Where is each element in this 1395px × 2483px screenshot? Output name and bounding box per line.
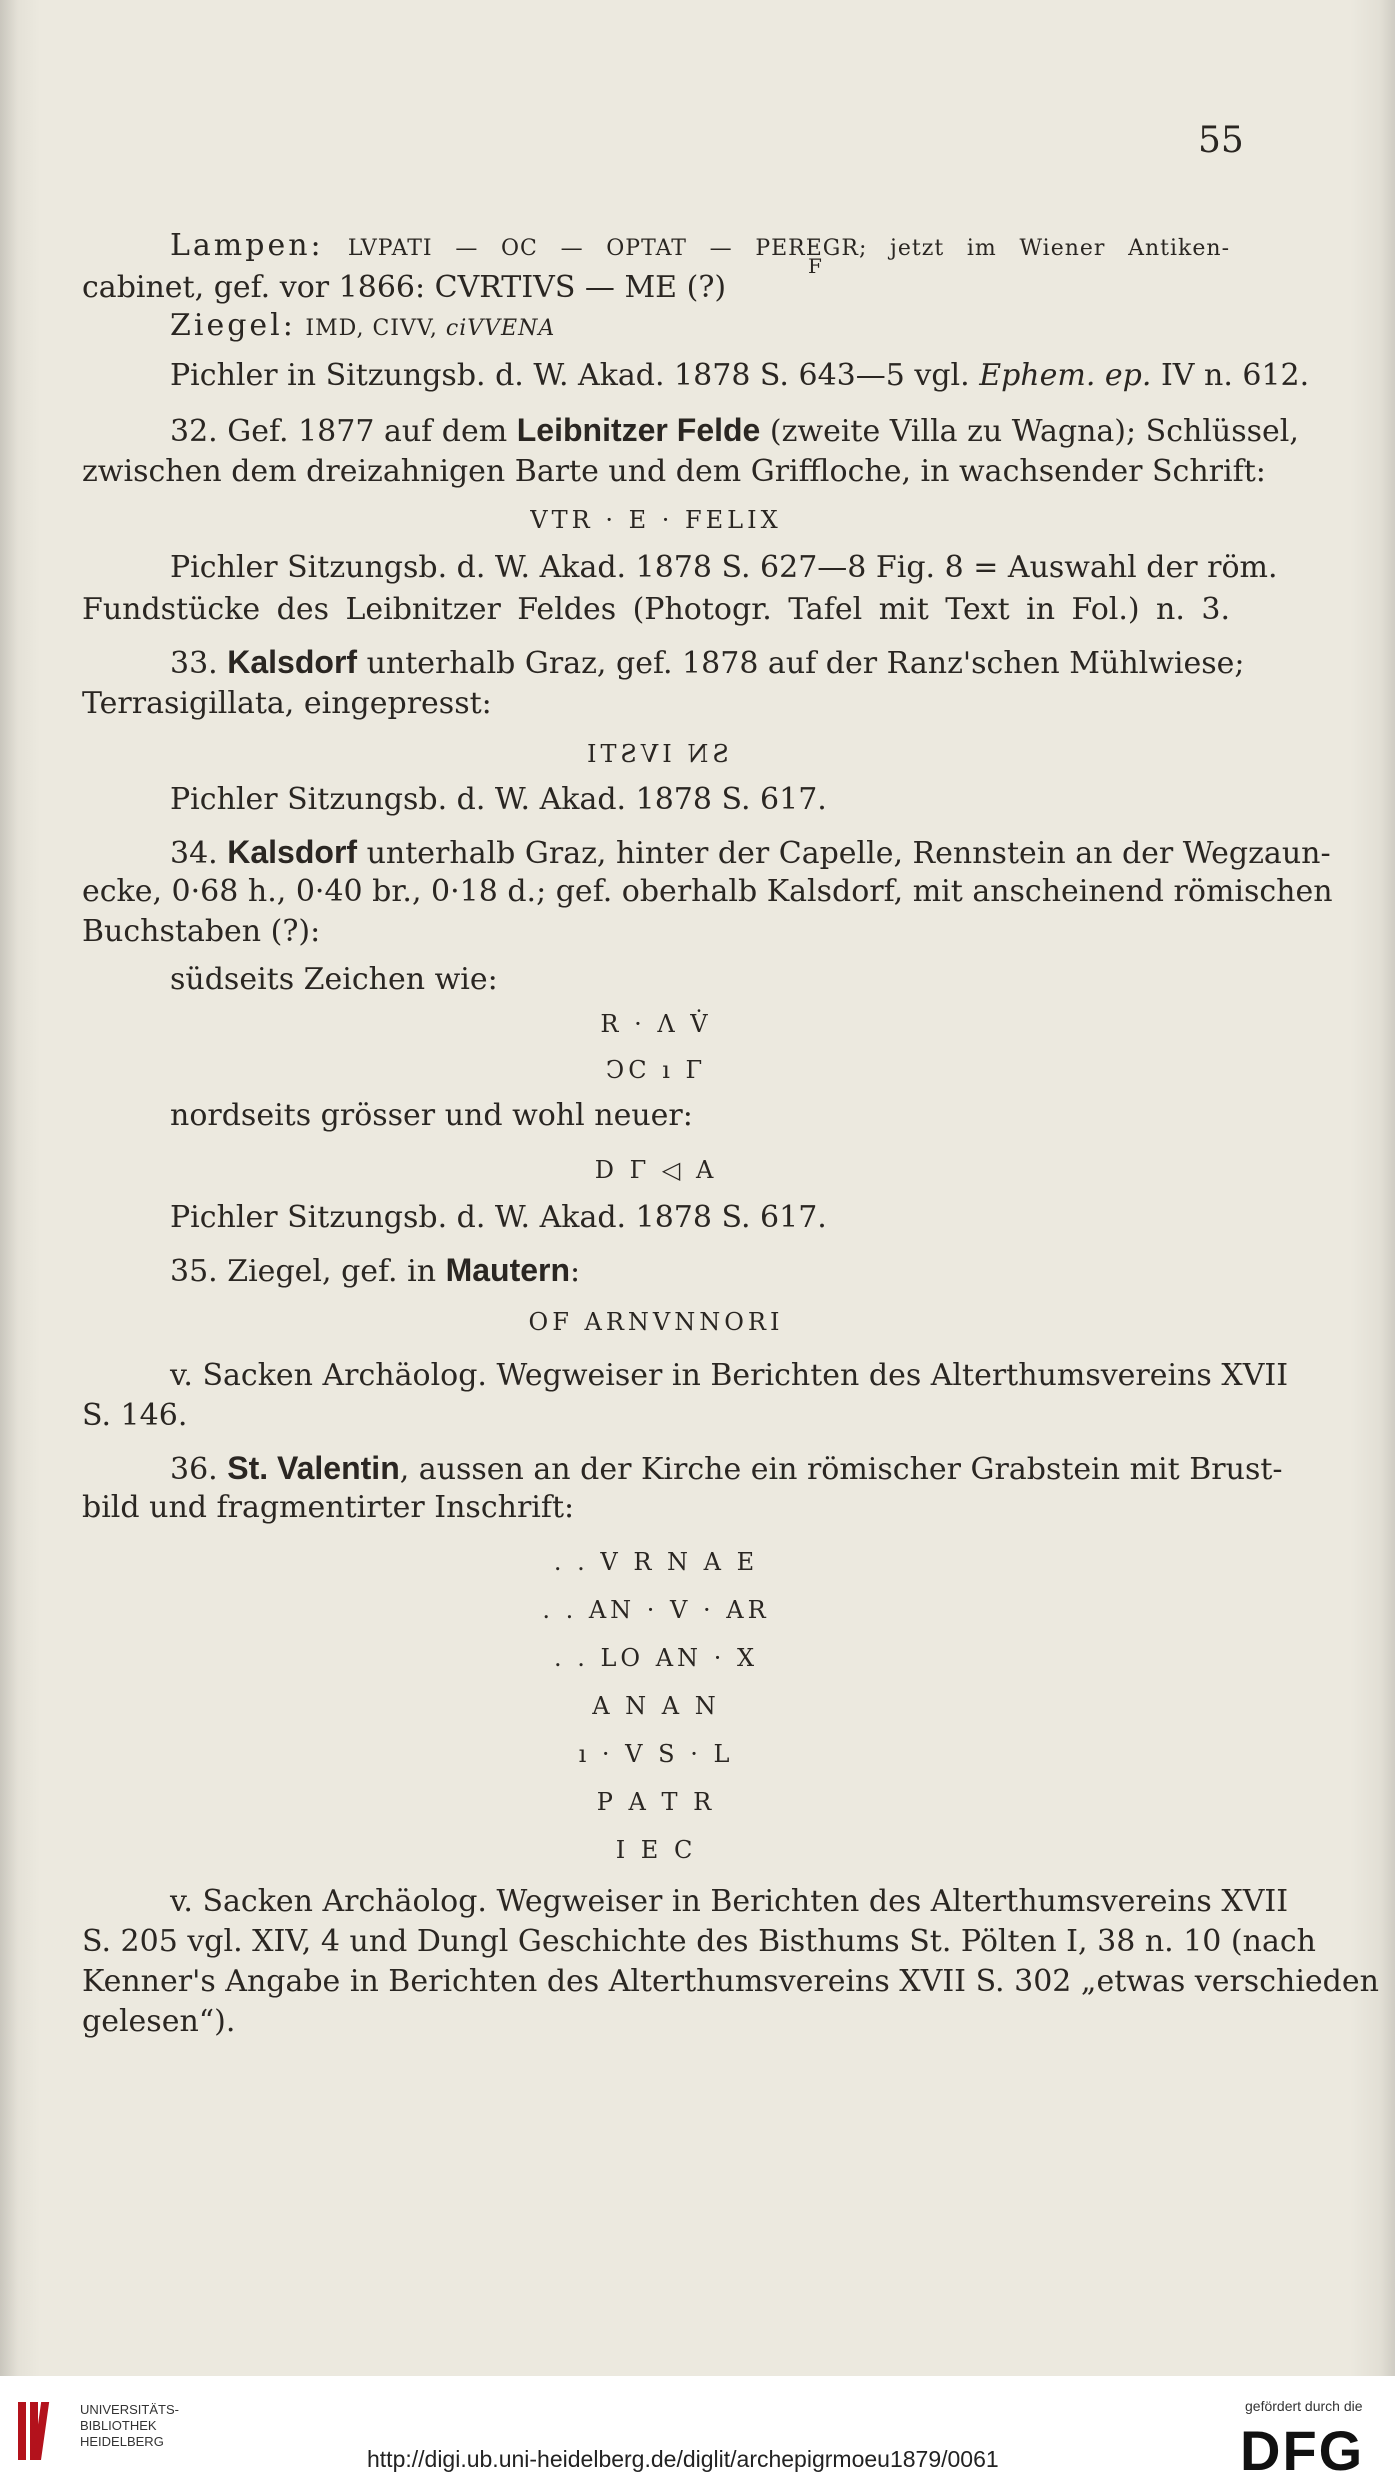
entry-35-line-1 bbox=[170, 1250, 1230, 1292]
entry-34-inscription-1: R · Λ V̇ bbox=[600, 1010, 712, 1038]
entry-34-text: unterhalb Graz, hinter der Capelle, Rennstein an der Wegzaun- bbox=[357, 836, 1331, 871]
lampen-text: LVPATI — OC — OPTAT — PEREGR; jetzt im Wiener Antiken- bbox=[347, 236, 1231, 261]
entry-35-place: Mautern bbox=[445, 1252, 571, 1288]
heidelberg-logo-icon bbox=[14, 2396, 64, 2466]
entry-33-place: Kalsdorf bbox=[227, 644, 358, 680]
page-number: 55 bbox=[1198, 120, 1244, 161]
entry-36-text: , aussen an der Kirche ein römischer Grabstein mit Brust- bbox=[399, 1452, 1283, 1487]
entry-35-text: 35. Ziegel, gef. in bbox=[170, 1254, 446, 1289]
lampen-line-2: cabinet, gef. vor 1866: CVRTIVS — ME (?) bbox=[82, 270, 727, 305]
lampen-line bbox=[170, 226, 1230, 269]
source-url-link[interactable]: http://digi.ub.uni-heidelberg.de/diglit/archepigrmoeu1879/0061 bbox=[367, 2446, 999, 2472]
entry-32-num: 32. Gef. 1877 auf dem bbox=[170, 414, 517, 449]
entry-34-line-2: ecke, 0·68 h., 0·40 br., 0·18 d.; gef. oberhalb Kalsdorf, mit anscheinend römischen bbox=[82, 874, 1333, 909]
entry-34-south: südseits Zeichen wie: bbox=[170, 962, 498, 997]
entry-36-ref-2: S. 205 vgl. XIV, 4 und Dungl Geschichte des Bisthums St. Pölten I, 38 n. 10 (nach bbox=[82, 1924, 1316, 1959]
entry-36-inscription-line: . . AN · V · AR bbox=[542, 1596, 770, 1624]
ziegel-label: Ziegel: bbox=[170, 308, 296, 343]
entry-36-ref-3: Kenner's Angabe in Berichten des Alterthumsvereins XVII S. 302 „etwas verschieden bbox=[82, 1964, 1379, 1999]
entry-32-line-1 bbox=[170, 410, 1299, 452]
pichler-ref-end: IV n. 612. bbox=[1151, 358, 1310, 393]
entry-32-ref-2: Fundstücke des Leibnitzer Feldes (Photogr. Tafel mit Text in Fol.) n. 3. bbox=[82, 592, 1230, 627]
entry-32-text: (zweite Villa zu Wagna); Schlüssel, bbox=[760, 414, 1299, 449]
entry-36-inscription-line: P A T R bbox=[596, 1788, 716, 1816]
entry-34-inscription-3: D Γ ◁ A bbox=[594, 1156, 718, 1184]
library-name-line: HEIDELBERG bbox=[80, 2434, 164, 2449]
entry-33-line-1 bbox=[170, 642, 1245, 684]
entry-35-inscription: OF ARNVNNORI bbox=[528, 1308, 784, 1336]
entry-36-inscription-line: ı · V S · L bbox=[578, 1740, 734, 1768]
entry-34-ref: Pichler Sitzungsb. d. W. Akad. 1878 S. 617. bbox=[170, 1200, 827, 1235]
entry-33-text: unterhalb Graz, gef. 1878 auf der Ranz'schen Mühlwiese; bbox=[357, 646, 1245, 681]
entry-36-num: 36. bbox=[170, 1452, 228, 1487]
entry-35-ref-1: v. Sacken Archäolog. Wegweiser in Berichten des Alterthumsvereins XVII bbox=[170, 1358, 1289, 1393]
library-name-line: UNIVERSITÄTS- bbox=[80, 2402, 179, 2417]
entry-36-line-1 bbox=[170, 1448, 1283, 1490]
ziegel-line bbox=[170, 306, 1230, 349]
library-name-line: BIBLIOTHEK bbox=[80, 2418, 157, 2433]
entry-36-place: St. Valentin bbox=[227, 1450, 400, 1486]
entry-35-ref-2: S. 146. bbox=[82, 1398, 188, 1433]
entry-35-colon: : bbox=[570, 1254, 581, 1289]
entry-34-north: nordseits grösser und wohl neuer: bbox=[170, 1098, 693, 1133]
entry-33-inscription-wrap bbox=[82, 734, 1230, 774]
entry-32-place: Leibnitzer Felde bbox=[516, 412, 761, 448]
funding-caption: gefördert durch die bbox=[1245, 2398, 1363, 2414]
entry-33-ref: Pichler Sitzungsb. d. W. Akad. 1878 S. 617. bbox=[170, 782, 827, 817]
entry-34-num: 34. bbox=[170, 836, 228, 871]
entry-34-place: Kalsdorf bbox=[227, 834, 358, 870]
pichler-ref-italic: Ephem. ep. bbox=[979, 358, 1152, 393]
entry-33-line-2: Terrasigillata, eingepresst: bbox=[82, 686, 492, 721]
entry-36-inscription-line: . . LO AN · X bbox=[553, 1644, 759, 1672]
entry-32-inscription: VTR · E · FELIX bbox=[530, 506, 782, 534]
pichler-reference-1 bbox=[170, 356, 1310, 396]
pichler-ref-text: Pichler in Sitzungsb. d. W. Akad. 1878 S. 643—5 vgl. bbox=[170, 358, 980, 393]
entry-36-ref-1: v. Sacken Archäolog. Wegweiser in Berichten des Alterthumsvereins XVII bbox=[170, 1884, 1289, 1919]
dfg-logo: DFG bbox=[1240, 2419, 1365, 2482]
entry-36-ref-4: gelesen“). bbox=[82, 2004, 236, 2039]
entry-32-line-2: zwischen dem dreizahnigen Barte und dem Griffloche, in wachsender Schrift: bbox=[82, 454, 1266, 489]
entry-34-inscription-2: ϽC ı Γ bbox=[605, 1056, 707, 1084]
ziegel-text: IMD, CIVV, bbox=[305, 316, 446, 341]
entry-33-num: 33. bbox=[170, 646, 228, 681]
lampen-label: Lampen: bbox=[170, 228, 324, 263]
ziegel-text-italic: ciVVENA bbox=[445, 316, 556, 341]
entry-36-inscription-line: I E C bbox=[615, 1836, 697, 1864]
entry-32-ref-1: Pichler Sitzungsb. d. W. Akad. 1878 S. 627—8 Fig. 8 = Auswahl der röm. bbox=[170, 550, 1278, 585]
entry-36-line-2: bild und fragmentirter Inschrift: bbox=[82, 1490, 575, 1525]
entry-36-inscription-line: A N A N bbox=[592, 1692, 720, 1720]
entry-34-line-3: Buchstaben (?): bbox=[82, 914, 321, 949]
entry-36-inscription-line: . . V R N A E bbox=[553, 1548, 759, 1576]
entry-34-line-1 bbox=[170, 832, 1331, 874]
entry-33-inscription: SN IVSTI bbox=[583, 740, 729, 768]
lampen-superscript: F bbox=[808, 254, 823, 278]
